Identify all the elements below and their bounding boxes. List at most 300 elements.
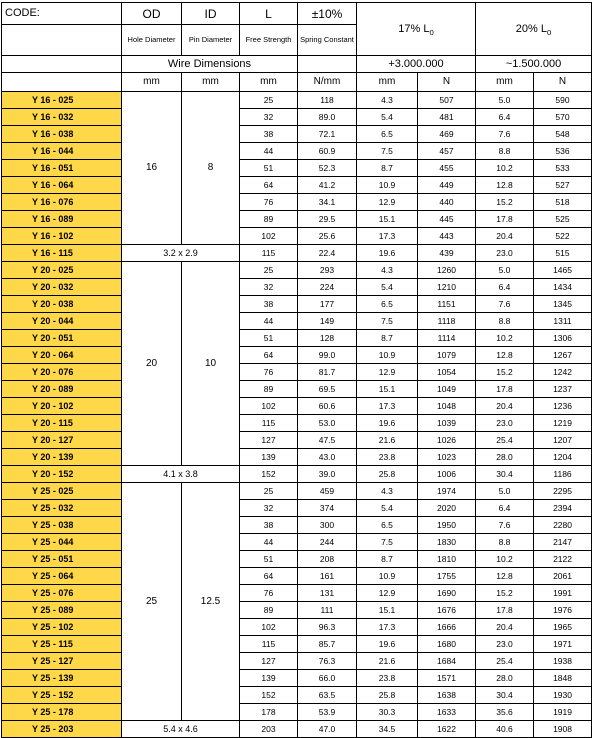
code-blank-cell	[2, 56, 122, 73]
length-cell: 64	[240, 177, 298, 194]
compression-20-header	[476, 3, 592, 56]
deflection-17-cell: 30.3	[357, 704, 418, 721]
spring-constant-cell: 293	[298, 262, 357, 279]
force-17-cell: 440	[418, 194, 476, 211]
wire-dimension-cell: 4.1 x 3.8	[122, 466, 240, 483]
code-cell: Y 25 - 115	[2, 636, 122, 653]
spring-constant-cell: 47.0	[298, 721, 357, 738]
header-row-1	[2, 3, 592, 25]
deflection-17-cell: 6.5	[357, 296, 418, 313]
length-cell: 44	[240, 313, 298, 330]
force-20-cell: 1965	[534, 619, 592, 636]
wire-dimension-cell: 3.2 x 2.9	[122, 245, 240, 262]
table-row	[2, 483, 592, 500]
force-17-cell: 1151	[418, 296, 476, 313]
spring-constant-cell: 34.1	[298, 194, 357, 211]
force-20-cell: 1207	[534, 432, 592, 449]
length-cell: 44	[240, 143, 298, 160]
deflection-20-cell: 15.2	[476, 364, 534, 381]
length-cell: 38	[240, 296, 298, 313]
code-cell: Y 16 - 076	[2, 194, 122, 211]
force-20-cell: 1204	[534, 449, 592, 466]
force-20-cell: 525	[534, 211, 592, 228]
code-cell: Y 20 - 038	[2, 296, 122, 313]
table-row	[2, 296, 592, 313]
code-cell: Y 20 - 115	[2, 415, 122, 432]
force-20-cell: 518	[534, 194, 592, 211]
deflection-17-cell: 19.6	[357, 415, 418, 432]
force-20-cell: 1919	[534, 704, 592, 721]
code-cell: Y 20 - 139	[2, 449, 122, 466]
deflection-17-cell: 25.8	[357, 466, 418, 483]
code-cell: Y 25 - 025	[2, 483, 122, 500]
spring-constant-cell: 177	[298, 296, 357, 313]
od-header: OD	[122, 3, 182, 25]
force-20-cell: 1465	[534, 262, 592, 279]
spring-constant-cell: 63.5	[298, 687, 357, 704]
force-17-cell: 1054	[418, 364, 476, 381]
force-17-cell: 1633	[418, 704, 476, 721]
deflection-20-cell: 23.0	[476, 415, 534, 432]
deflection-17-cell: 21.6	[357, 653, 418, 670]
table-row	[2, 245, 592, 262]
table-row	[2, 228, 592, 245]
spring-constant-cell: 29.5	[298, 211, 357, 228]
table-row	[2, 364, 592, 381]
od-sub-header: Hole Diameter	[122, 25, 182, 56]
force-17-cell: 1079	[418, 347, 476, 364]
deflection-20-cell: 23.0	[476, 245, 534, 262]
deflection-20-cell: 10.2	[476, 330, 534, 347]
deflection-17-cell: 21.6	[357, 432, 418, 449]
header-row-3	[2, 56, 592, 73]
code-cell: Y 25 - 139	[2, 670, 122, 687]
deflection-20-cell: 8.8	[476, 534, 534, 551]
table-row	[2, 500, 592, 517]
length-cell: 178	[240, 704, 298, 721]
units-row	[2, 73, 592, 92]
force-17-cell: 1666	[418, 619, 476, 636]
deflection-20-cell: 28.0	[476, 449, 534, 466]
length-cell: 139	[240, 670, 298, 687]
length-cell: 38	[240, 517, 298, 534]
force-20-cell: 1237	[534, 381, 592, 398]
table-row	[2, 636, 592, 653]
spring-constant-cell: 76.3	[298, 653, 357, 670]
code-cell: Y 25 - 152	[2, 687, 122, 704]
deflection-17-cell: 10.9	[357, 568, 418, 585]
code-cell: Y 25 - 102	[2, 619, 122, 636]
force-20-cell: 1908	[534, 721, 592, 738]
force-17-cell: 445	[418, 211, 476, 228]
code-cell: Y 25 - 127	[2, 653, 122, 670]
code-cell: Y 20 - 032	[2, 279, 122, 296]
deflection-17-cell: 12.9	[357, 364, 418, 381]
force-17-cell: 1039	[418, 415, 476, 432]
l0-subscript: 0	[429, 27, 434, 37]
length-cell: 25	[240, 92, 298, 109]
deflection-17-cell: 17.3	[357, 228, 418, 245]
force-20-cell: 1345	[534, 296, 592, 313]
table-row	[2, 653, 592, 670]
force-17-cell: 443	[418, 228, 476, 245]
table-row	[2, 449, 592, 466]
spring-constant-cell: 72.1	[298, 126, 357, 143]
tolerance-header: ±10%	[298, 3, 357, 25]
code-cell: Y 20 - 051	[2, 330, 122, 347]
deflection-20-cell: 7.6	[476, 517, 534, 534]
force-20-cell: 1267	[534, 347, 592, 364]
force-17-cell: 1622	[418, 721, 476, 738]
spring-constant-cell: 85.7	[298, 636, 357, 653]
table-row	[2, 211, 592, 228]
force-20-cell: 2122	[534, 551, 592, 568]
l-sub-header: Free Strength	[240, 25, 298, 56]
spring-constant-cell: 300	[298, 517, 357, 534]
code-cell: Y 25 - 203	[2, 721, 122, 738]
compression-17-header	[357, 3, 476, 56]
spring-constant-cell: 69.5	[298, 381, 357, 398]
deflection-20-cell: 12.8	[476, 568, 534, 585]
deflection-17-cell: 19.6	[357, 245, 418, 262]
spring-constant-cell: 96.3	[298, 619, 357, 636]
code-cell: Y 16 - 044	[2, 143, 122, 160]
table-row	[2, 347, 592, 364]
force-17-cell: 1006	[418, 466, 476, 483]
force-17-cell: 469	[418, 126, 476, 143]
wire-dimension-cell: 5.4 x 4.6	[122, 721, 240, 738]
spring-constant-cell: 60.9	[298, 143, 357, 160]
code-cell: Y 16 - 064	[2, 177, 122, 194]
length-cell: 32	[240, 279, 298, 296]
deflection-20-cell: 20.4	[476, 619, 534, 636]
code-cell: Y 25 - 089	[2, 602, 122, 619]
table-row	[2, 568, 592, 585]
deflection-17-cell: 19.6	[357, 636, 418, 653]
deflection-17-cell: 15.1	[357, 211, 418, 228]
force-20-cell: 1306	[534, 330, 592, 347]
force-17-cell: 1048	[418, 398, 476, 415]
unit-17-n: N	[418, 73, 476, 92]
force-17-cell: 1950	[418, 517, 476, 534]
force-17-cell: 455	[418, 160, 476, 177]
table-row	[2, 602, 592, 619]
length-cell: 139	[240, 449, 298, 466]
deflection-17-cell: 10.9	[357, 347, 418, 364]
length-cell: 76	[240, 585, 298, 602]
length-cell: 152	[240, 466, 298, 483]
length-cell: 25	[240, 262, 298, 279]
table-row	[2, 415, 592, 432]
code-cell: Y 20 - 044	[2, 313, 122, 330]
spring-constant-cell: 161	[298, 568, 357, 585]
force-20-cell: 515	[534, 245, 592, 262]
unit-17-mm: mm	[357, 73, 418, 92]
length-cell: 51	[240, 551, 298, 568]
force-20-cell: 533	[534, 160, 592, 177]
id-cell: 10	[182, 262, 240, 466]
deflection-17-cell: 34.5	[357, 721, 418, 738]
length-cell: 115	[240, 636, 298, 653]
deflection-20-cell: 5.0	[476, 92, 534, 109]
force-20-cell: 1930	[534, 687, 592, 704]
deflection-20-cell: 35.6	[476, 704, 534, 721]
unit-20-n: N	[534, 73, 592, 92]
deflection-17-cell: 8.7	[357, 551, 418, 568]
table-row	[2, 619, 592, 636]
force-17-cell: 1114	[418, 330, 476, 347]
deflection-17-cell: 5.4	[357, 279, 418, 296]
code-cell: Y 25 - 038	[2, 517, 122, 534]
table-row	[2, 143, 592, 160]
table-row	[2, 194, 592, 211]
code-cell: Y 16 - 089	[2, 211, 122, 228]
deflection-20-cell: 30.4	[476, 687, 534, 704]
force-20-cell: 1938	[534, 653, 592, 670]
cycles-20-header: ~1.500.000	[476, 56, 592, 73]
length-cell: 102	[240, 228, 298, 245]
spring-constant-cell: 66.0	[298, 670, 357, 687]
length-cell: 32	[240, 109, 298, 126]
unit-k: N/mm	[298, 73, 357, 92]
deflection-20-cell: 20.4	[476, 398, 534, 415]
deflection-20-cell: 40.6	[476, 721, 534, 738]
spring-constant-cell: 41.2	[298, 177, 357, 194]
deflection-20-cell: 25.4	[476, 653, 534, 670]
deflection-17-cell: 23.8	[357, 449, 418, 466]
force-17-cell: 1118	[418, 313, 476, 330]
table-row	[2, 330, 592, 347]
force-20-cell: 1242	[534, 364, 592, 381]
code-cell: Y 25 - 076	[2, 585, 122, 602]
length-cell: 115	[240, 245, 298, 262]
spring-constant-cell: 60.6	[298, 398, 357, 415]
table-row	[2, 109, 592, 126]
force-20-cell: 2280	[534, 517, 592, 534]
table-row	[2, 262, 592, 279]
deflection-17-cell: 4.3	[357, 483, 418, 500]
deflection-20-cell: 28.0	[476, 670, 534, 687]
id-header: ID	[182, 3, 240, 25]
deflection-20-cell: 15.2	[476, 585, 534, 602]
deflection-20-cell: 25.4	[476, 432, 534, 449]
id-sub-header: Pin Diameter	[182, 25, 240, 56]
spring-constant-cell: 39.0	[298, 466, 357, 483]
force-20-cell: 1186	[534, 466, 592, 483]
force-20-cell: 570	[534, 109, 592, 126]
force-17-cell: 449	[418, 177, 476, 194]
table-row	[2, 160, 592, 177]
force-20-cell: 1434	[534, 279, 592, 296]
length-cell: 203	[240, 721, 298, 738]
force-20-cell: 1311	[534, 313, 592, 330]
deflection-20-cell: 5.0	[476, 262, 534, 279]
force-17-cell: 1023	[418, 449, 476, 466]
force-17-cell: 1974	[418, 483, 476, 500]
code-cell: Y 20 - 025	[2, 262, 122, 279]
spring-constant-cell: 99.0	[298, 347, 357, 364]
length-cell: 76	[240, 364, 298, 381]
force-20-cell: 2061	[534, 568, 592, 585]
code-cell: Y 20 - 102	[2, 398, 122, 415]
spring-constant-cell: 244	[298, 534, 357, 551]
length-cell: 127	[240, 653, 298, 670]
force-20-cell: 1991	[534, 585, 592, 602]
deflection-20-cell: 20.4	[476, 228, 534, 245]
spring-constant-cell: 89.0	[298, 109, 357, 126]
length-cell: 76	[240, 194, 298, 211]
code-cell: Y 16 - 102	[2, 228, 122, 245]
force-20-cell: 536	[534, 143, 592, 160]
force-20-cell: 1219	[534, 415, 592, 432]
deflection-20-cell: 15.2	[476, 194, 534, 211]
spring-constant-cell: 128	[298, 330, 357, 347]
table-row	[2, 279, 592, 296]
length-cell: 115	[240, 415, 298, 432]
code-header: CODE:	[2, 3, 122, 25]
deflection-17-cell: 12.9	[357, 194, 418, 211]
deflection-20-cell: 10.2	[476, 160, 534, 177]
length-cell: 89	[240, 602, 298, 619]
length-cell: 51	[240, 330, 298, 347]
deflection-17-cell: 25.8	[357, 687, 418, 704]
code-cell: Y 16 - 032	[2, 109, 122, 126]
length-cell: 64	[240, 347, 298, 364]
force-20-cell: 2295	[534, 483, 592, 500]
code-cell: Y 20 - 152	[2, 466, 122, 483]
force-17-cell: 439	[418, 245, 476, 262]
table-row	[2, 177, 592, 194]
unit-id: mm	[182, 73, 240, 92]
force-17-cell: 1690	[418, 585, 476, 602]
length-cell: 127	[240, 432, 298, 449]
table-row	[2, 670, 592, 687]
code-cell: Y 20 - 064	[2, 347, 122, 364]
deflection-20-cell: 7.6	[476, 126, 534, 143]
force-20-cell: 548	[534, 126, 592, 143]
length-cell: 64	[240, 568, 298, 585]
force-17-cell: 1026	[418, 432, 476, 449]
length-cell: 89	[240, 211, 298, 228]
deflection-17-cell: 6.5	[357, 126, 418, 143]
length-cell: 32	[240, 500, 298, 517]
spring-constant-cell: 52.3	[298, 160, 357, 177]
force-17-cell: 1755	[418, 568, 476, 585]
table-body	[2, 92, 592, 738]
deflection-20-cell: 17.8	[476, 381, 534, 398]
l0-subscript: 0	[546, 27, 552, 37]
deflection-17-cell: 4.3	[357, 92, 418, 109]
deflection-20-cell: 8.8	[476, 313, 534, 330]
deflection-17-cell: 15.1	[357, 602, 418, 619]
unit-20-mm: mm	[476, 73, 534, 92]
spring-constant-cell: 208	[298, 551, 357, 568]
deflection-20-cell: 30.4	[476, 466, 534, 483]
force-17-cell: 1571	[418, 670, 476, 687]
length-cell: 44	[240, 534, 298, 551]
unit-l: mm	[240, 73, 298, 92]
force-17-cell: 457	[418, 143, 476, 160]
table-row	[2, 398, 592, 415]
deflection-20-cell: 10.2	[476, 551, 534, 568]
code-cell: Y 25 - 044	[2, 534, 122, 551]
code-cell: Y 20 - 076	[2, 364, 122, 381]
force-20-cell: 2394	[534, 500, 592, 517]
table-row	[2, 585, 592, 602]
spring-constant-cell: 374	[298, 500, 357, 517]
code-cell: Y 25 - 064	[2, 568, 122, 585]
force-17-cell: 507	[418, 92, 476, 109]
compression-17-label: 17% L	[398, 22, 430, 35]
deflection-20-cell: 6.4	[476, 109, 534, 126]
code-cell: Y 16 - 051	[2, 160, 122, 177]
deflection-17-cell: 12.9	[357, 585, 418, 602]
deflection-17-cell: 10.9	[357, 177, 418, 194]
table-row	[2, 313, 592, 330]
length-cell: 102	[240, 398, 298, 415]
length-cell: 89	[240, 381, 298, 398]
force-17-cell: 481	[418, 109, 476, 126]
force-17-cell: 1676	[418, 602, 476, 619]
spring-constant-cell: 131	[298, 585, 357, 602]
table-row	[2, 687, 592, 704]
deflection-20-cell: 5.0	[476, 483, 534, 500]
length-cell: 102	[240, 619, 298, 636]
force-17-cell: 1684	[418, 653, 476, 670]
od-cell: 20	[122, 262, 182, 466]
deflection-17-cell: 8.7	[357, 160, 418, 177]
unit-od: mm	[122, 73, 182, 92]
force-20-cell: 590	[534, 92, 592, 109]
deflection-20-cell: 6.4	[476, 500, 534, 517]
deflection-20-cell: 12.8	[476, 347, 534, 364]
force-17-cell: 1638	[418, 687, 476, 704]
force-20-cell: 1848	[534, 670, 592, 687]
code-cell: Y 16 - 025	[2, 92, 122, 109]
spring-constant-cell: 81.7	[298, 364, 357, 381]
spring-constant-cell: 53.9	[298, 704, 357, 721]
od-cell: 25	[122, 483, 182, 721]
spring-constant-cell: 224	[298, 279, 357, 296]
code-cell: Y 25 - 178	[2, 704, 122, 721]
code-cell: Y 20 - 089	[2, 381, 122, 398]
force-20-cell: 1976	[534, 602, 592, 619]
deflection-20-cell: 23.0	[476, 636, 534, 653]
k-sub-header: Spring Constant	[298, 25, 357, 56]
table-row	[2, 126, 592, 143]
id-cell: 8	[182, 92, 240, 245]
spring-constant-cell: 53.0	[298, 415, 357, 432]
deflection-17-cell: 17.3	[357, 398, 418, 415]
table-row	[2, 721, 592, 738]
od-cell: 16	[122, 92, 182, 245]
deflection-20-cell: 6.4	[476, 279, 534, 296]
cycles-17-header: +3.000.000	[357, 56, 476, 73]
deflection-17-cell: 15.1	[357, 381, 418, 398]
spring-constant-cell: 25.6	[298, 228, 357, 245]
table-row	[2, 432, 592, 449]
l-header: L	[240, 3, 298, 25]
code-cell: Y 16 - 038	[2, 126, 122, 143]
spring-constant-cell: 459	[298, 483, 357, 500]
force-20-cell: 522	[534, 228, 592, 245]
deflection-17-cell: 7.5	[357, 313, 418, 330]
code-cell: Y 25 - 032	[2, 500, 122, 517]
deflection-17-cell: 5.4	[357, 109, 418, 126]
compression-20-label: 20% L	[515, 22, 547, 35]
table-row	[2, 517, 592, 534]
deflection-17-cell: 4.3	[357, 262, 418, 279]
